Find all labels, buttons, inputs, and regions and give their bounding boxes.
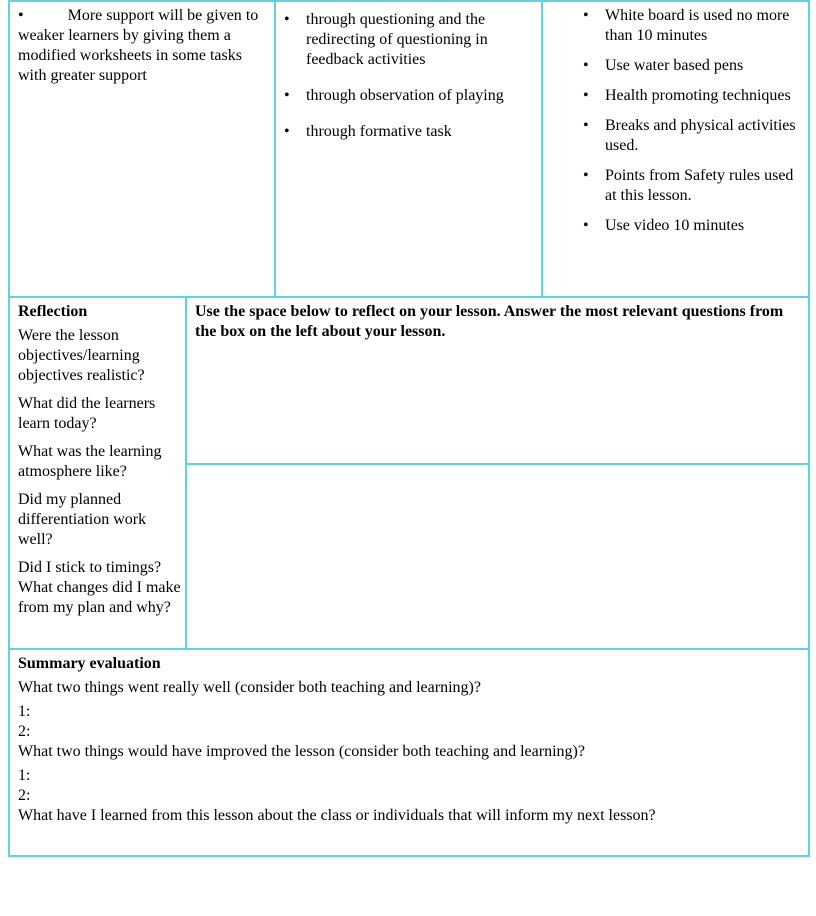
reflection-question: Did I stick to timings? What changes did I make from my plan and why? <box>18 559 181 616</box>
improved-item-1: 1: <box>18 767 31 784</box>
went-well-question: What two things went really well (consider both teaching and learning)? <box>18 679 481 696</box>
reflection-question: What was the learning atmosphere like? <box>18 443 162 480</box>
health-item: • Points from Safety rules used at this lesson. <box>577 166 800 206</box>
improved-item-2: 2: <box>18 787 31 804</box>
health-item: • Use water based pens <box>577 56 800 76</box>
health-item: • Health promoting techniques <box>577 86 800 106</box>
went-well-item-1: 1: <box>18 703 31 720</box>
assessment-item: • through questioning and the redirecting of questioning in feedback activities <box>278 10 534 70</box>
summary-heading: Summary evaluation <box>18 655 161 672</box>
assessment-cell <box>274 0 542 298</box>
reflection-question: What did the learners learn today? <box>18 395 156 432</box>
health-item: • Use video 10 minutes <box>577 216 800 236</box>
assessment-list <box>278 10 534 142</box>
support-text-rest: to weaker learners by giving them a modified worksheets in some tasks with greater support <box>18 7 259 84</box>
support-cell <box>8 0 275 298</box>
assessment-item: • through formative task <box>278 122 534 142</box>
reflection-heading: Reflection <box>18 303 88 320</box>
health-item: • White board is used no more than 10 minutes <box>577 6 800 46</box>
improved-question: What two things would have improved the lesson (consider both teaching and learning)? <box>18 743 585 760</box>
support-text-first: More support will be given <box>67 7 242 24</box>
assessment-item: • through observation of playing <box>278 86 534 106</box>
reflection-question: Were the lesson objectives/learning objectives realistic? <box>18 327 145 384</box>
summary-evaluation-cell <box>8 648 810 857</box>
reflection-instruction: Use the space below to reflect on your lesson. Answer the most relevant questions from the box on the left about your lesson. <box>195 303 784 340</box>
support-text <box>18 6 267 86</box>
support-bullet: • <box>18 7 24 24</box>
reflection-question: Did my planned differentiation work well? <box>18 491 147 548</box>
reflection-answer-area[interactable] <box>185 463 810 650</box>
health-safety-list <box>577 6 800 236</box>
went-well-item-2: 2: <box>18 723 31 740</box>
reflection-questions-cell <box>8 296 186 650</box>
learned-question: What have I learned from this lesson about the class or individuals that will inform my next lesson? <box>18 807 656 824</box>
health-item: • Breaks and physical activities used. <box>577 116 800 156</box>
health-safety-cell <box>541 0 810 298</box>
reflection-instruction-cell <box>185 296 810 465</box>
